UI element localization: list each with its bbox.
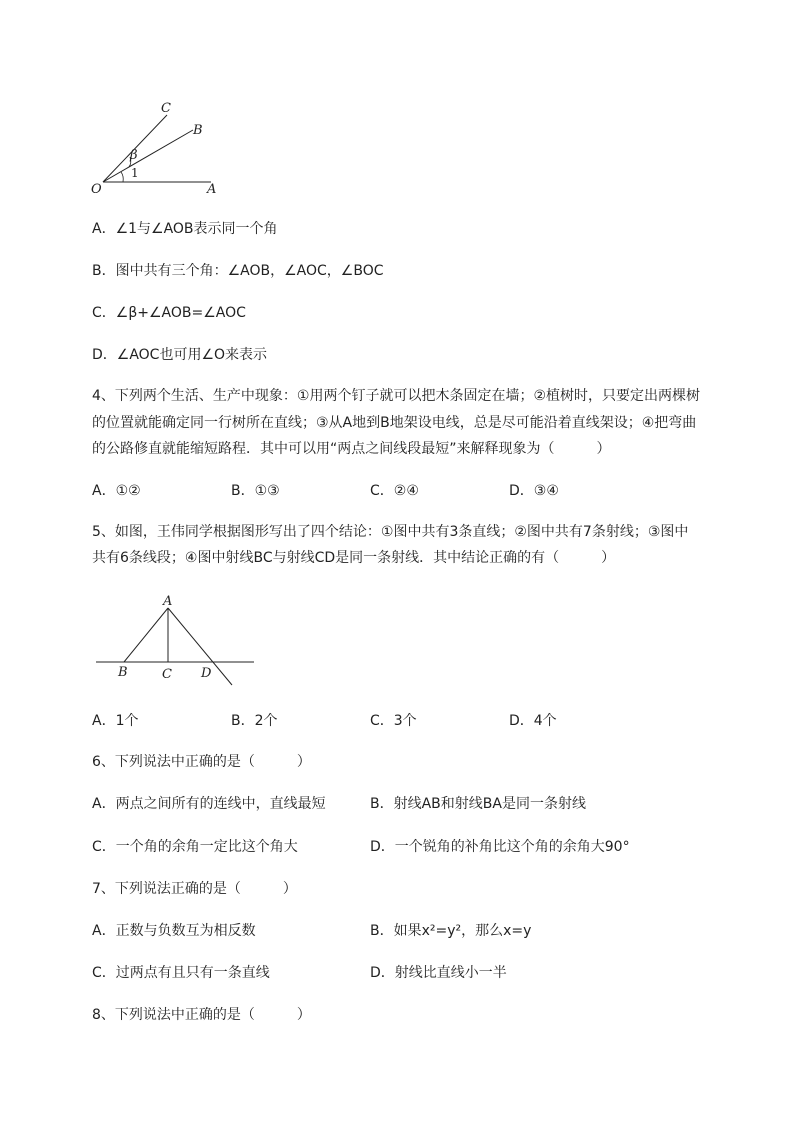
- q4-option-c: C．②④: [370, 483, 419, 499]
- label-d: D: [201, 666, 212, 681]
- angle-arc-1: [121, 172, 123, 182]
- label-b: B: [193, 123, 203, 138]
- q4-option-b: B．①③: [231, 483, 280, 499]
- q4-stem-line1: 4、下列两个生活、生产中现象：①用两个钉子就可以把木条固定在墙；②植树时，只要定出两棵树: [92, 388, 701, 404]
- q7-option-d: D．射线比直线小一半: [370, 965, 507, 981]
- label-c: C: [162, 667, 172, 682]
- q3-option-a: A．∠1与∠AOB表示同一个角: [92, 221, 278, 237]
- label-beta: β: [130, 148, 138, 163]
- label-o: O: [91, 182, 102, 197]
- line-ad: [168, 608, 232, 685]
- q6-option-a: A．两点之间所有的连线中，直线最短: [92, 796, 326, 812]
- triangle-figure: [92, 592, 262, 692]
- angle-figure: [85, 95, 235, 200]
- q3-option-c: C．∠β+∠AOB=∠AOC: [92, 305, 246, 321]
- q5-stem-line1: 5、如图，王伟同学根据图形写出了四个结论：①图中共有3条直线；②图中共有7条射线；③图中: [92, 524, 689, 540]
- q6-option-b: B．射线AB和射线BA是同一条射线: [370, 796, 586, 812]
- q6-stem: 6、下列说法中正确的是（ ）: [92, 754, 311, 770]
- q4-stem-line3: 的公路修直就能缩短路程．其中可以用“两点之间线段最短”来解释现象为（ ）: [92, 441, 611, 457]
- q6-option-d: D．一个锐角的补角比这个角的余角大90°: [370, 839, 630, 855]
- q5-option-d: D．4个: [509, 713, 557, 729]
- q6-option-c: C．一个角的余角一定比这个角大: [92, 839, 298, 855]
- q3-option-b: B．图中共有三个角：∠AOB，∠AOC，∠BOC: [92, 263, 384, 279]
- label-a: A: [207, 182, 217, 197]
- q5-option-b: B．2个: [231, 713, 278, 729]
- q4-stem-line2: 的位置就能确定同一行树所在直线；③从A地到B地架设电线，总是尽可能沿着直线架设；④把弯曲: [92, 415, 697, 431]
- q8-stem: 8、下列说法中正确的是（ ）: [92, 1007, 311, 1023]
- q5-option-c: C．3个: [370, 713, 417, 729]
- label-b: B: [118, 665, 128, 680]
- label-c: C: [161, 101, 171, 116]
- q4-option-a: A．①②: [92, 483, 141, 499]
- q7-option-c: C．过两点有且只有一条直线: [92, 965, 270, 981]
- q4-option-d: D．③④: [509, 483, 559, 499]
- q5-option-a: A．1个: [92, 713, 139, 729]
- ray-ob: [103, 130, 193, 182]
- q7-option-a: A．正数与负数互为相反数: [92, 923, 256, 939]
- q5-stem-line2: 共有6条线段；④图中射线BC与射线CD是同一条射线．其中结论正确的有（ ）: [92, 550, 616, 566]
- label-a: A: [163, 594, 173, 609]
- q7-option-b: B．如果x²=y²，那么x=y: [370, 923, 532, 939]
- label-one: 1: [131, 166, 139, 180]
- q7-stem: 7、下列说法正确的是（ ）: [92, 881, 297, 897]
- q3-option-d: D．∠AOC也可用∠O来表示: [92, 347, 268, 363]
- segment-ab: [124, 608, 168, 662]
